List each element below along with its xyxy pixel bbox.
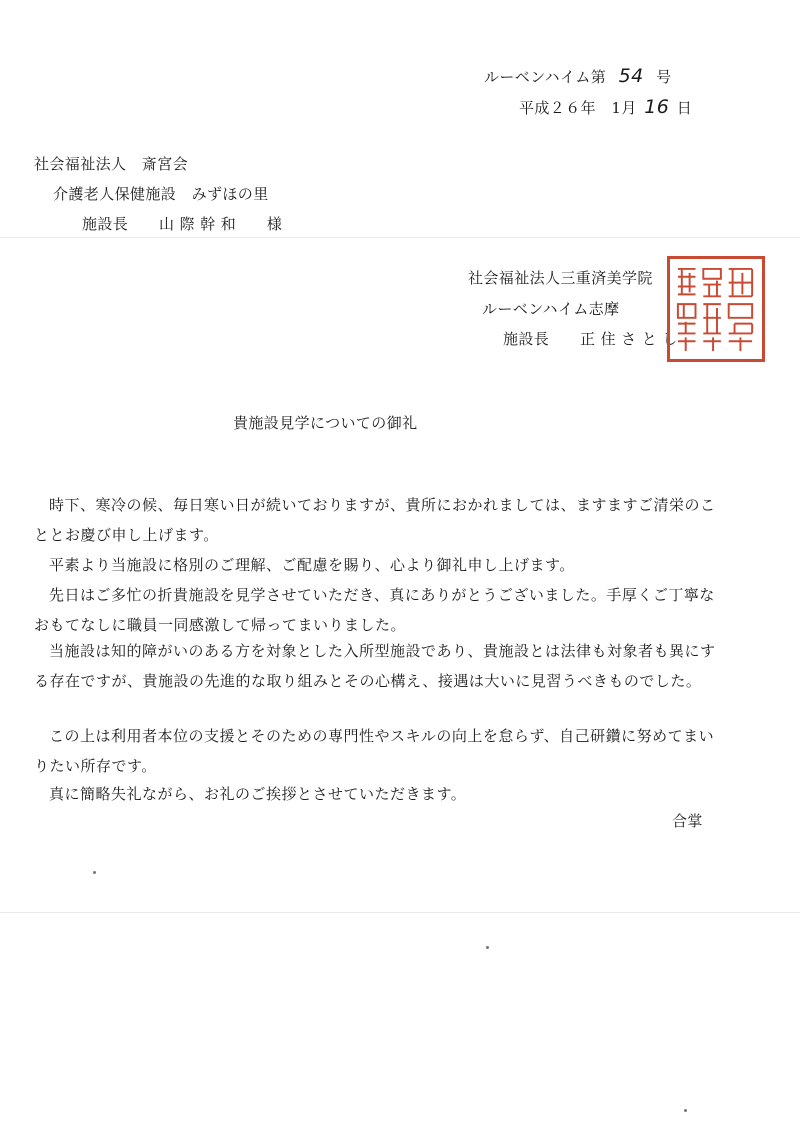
sender-organization: 社会福祉法人三重済美学院 <box>468 269 653 287</box>
sender-name: 施設長 正 住 さ と し <box>503 330 678 348</box>
body-paragraph-4: 当施設は知的障がいのある方を対象とした入所型施設であり、貴施設とは法律も対象者も異にする存在ですが、貴施設の先進的な取り組みとその心構え、接遇は大いに見習うべきものでした。 <box>34 642 716 690</box>
body-paragraph-3: 先日はご多忙の折貴施設を見学させていただき、真にありがとうございました。手厚くご丁寧なおもてなしに職員一同感激して帰ってまいりました。 <box>34 586 715 634</box>
body-paragraph-2: 平素より当施設に格別のご理解、ご配慮を賜り、心より御礼申し上げます。 <box>49 556 575 574</box>
handwritten-day: 16 <box>644 96 670 118</box>
seal-glyphs <box>674 263 758 355</box>
document-date: 平成２６年 1月 16 日 <box>519 96 693 118</box>
scan-speck <box>93 871 96 874</box>
scan-speck <box>486 946 489 949</box>
recipient-organization: 社会福祉法人 斎宮会 <box>34 155 189 173</box>
closing-word: 合掌 <box>672 812 703 830</box>
fold-line <box>0 912 800 913</box>
document-number: ルーベンハイム第 54 号 <box>484 65 672 87</box>
sender-facility: ルーベンハイム志摩 <box>482 300 620 318</box>
scan-speck <box>684 1109 687 1112</box>
body-paragraph-6: 真に簡略失礼ながら、お礼のご挨拶とさせていただきます。 <box>49 785 467 803</box>
official-seal <box>667 256 765 362</box>
body-paragraph-1: 時下、寒冷の候、毎日寒い日が続いておりますが、貴所におかれましては、ますますご清栄のこととお慶び申し上げます。 <box>34 496 716 544</box>
body-paragraph-5: この上は利用者本位の支援とそのための専門性やスキルの向上を怠らず、自己研鑽に努めてまいりたい所存です。 <box>34 727 715 775</box>
recipient-name: 施設長 山 際 幹 和 様 <box>82 215 283 233</box>
subject-heading: 貴施設見学についての御礼 <box>233 414 418 432</box>
recipient-facility: 介護老人保健施設 みずほの里 <box>53 185 269 203</box>
handwritten-number: 54 <box>618 65 644 87</box>
fold-line <box>0 237 800 238</box>
